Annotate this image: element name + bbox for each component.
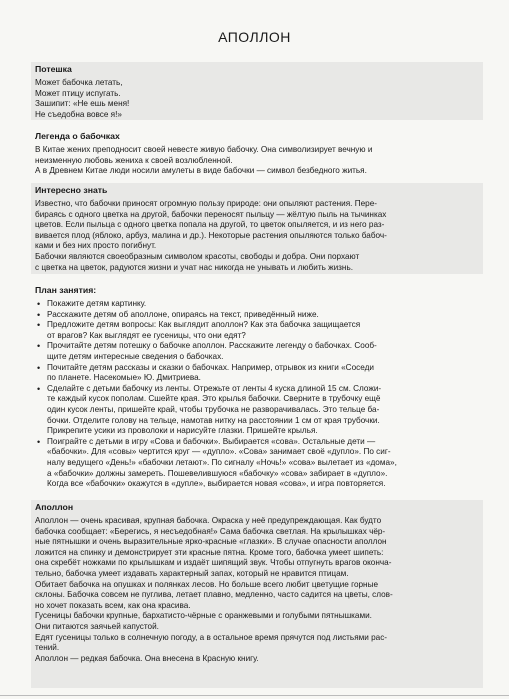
plan-line: Прочитайте детям потешку о бабочке аполлон. Расскажите легенду о бабочках. Сооб- bbox=[47, 341, 377, 351]
legend-section bbox=[31, 129, 483, 177]
apollo-line: Они питаются заячьей капустой. bbox=[35, 621, 159, 631]
plan-bullet bbox=[35, 320, 479, 341]
plan-section bbox=[31, 283, 483, 491]
plan-line: по планете. Насекомые» Ю. Дмитриева. bbox=[47, 373, 201, 383]
interesting-line: бираясь с одного цветка на другой, бабочки переносят пыльцу — жёлтую пыль на тычинках bbox=[35, 209, 387, 219]
apollo-line: она скребёт ножками по крылышкам и издаёт шипящий звук. Чтобы отпугнуть врагов оконча- bbox=[35, 558, 392, 568]
plan-bullet bbox=[35, 363, 479, 384]
interesting-line: с цветка на цветок, радуются жизни и учат нас никогда не унывать и любить жизнь. bbox=[35, 262, 353, 272]
apollo-section bbox=[31, 500, 483, 688]
apollo-line: но хочет показать всем, как она красива. bbox=[35, 600, 191, 610]
bullet-icon: • bbox=[37, 309, 41, 320]
page-bottom-rule bbox=[0, 695, 509, 696]
bullet-icon: • bbox=[37, 320, 41, 331]
plan-line: Когда все «бабочки» окажутся в «дупле», выбирается новая «сова», и игра повторяется. bbox=[47, 479, 386, 489]
interesting-line: вивается плод (яблоко, арбуз, малина и др.). Некоторые растения опыляются только бабоч- bbox=[35, 230, 387, 240]
page-title: АПОЛЛОН bbox=[218, 29, 291, 45]
apollo-line: Обитает бабочка на опушках и полянках лесов. Но больше всего любит цветущие горные bbox=[35, 579, 379, 589]
plan-line: щите детям интересные сведения о бабочках. bbox=[47, 351, 224, 361]
apollo-line: ные пятнышки и очень выразительные ярко-красные «глазки». В случае опасности аполлон bbox=[35, 537, 387, 547]
plan-heading: План занятия: bbox=[35, 285, 97, 295]
legend-line: А в Древнем Китае люди носили амулеты в виде бабочки — символ безбедного житья. bbox=[35, 166, 367, 176]
poteshka-section bbox=[31, 62, 483, 120]
plan-line: а «бабочки» должны замереть. Пошевелившуюся «бабочку» «сова» забирает в «дупло». bbox=[47, 468, 388, 478]
plan-bullet bbox=[35, 299, 479, 310]
plan-line: «бабочки». Для «совы» чертится круг — «дупло». «Сова» занимает своё «дупло». По сиг- bbox=[47, 447, 391, 457]
legend-heading: Легенда о бабочках bbox=[35, 131, 120, 141]
plan-line: Прикрепите усики из проволоки и нарисуйте глазки. Пришейте крылья. bbox=[47, 426, 318, 436]
plan-line: налу ведущего «День!» «бабочки летают». По сигналу «Ночь!» «сова» вылетает из «дома», bbox=[47, 457, 397, 467]
interesting-line: цветов. Если пыльца с одного цветка попала на другой, то цветок опыляется, и из него раз- bbox=[35, 220, 385, 230]
poteshka-line: Не съедобна вовсе я!» bbox=[35, 109, 122, 119]
poteshka-line: Зашипит: «Не ешь меня! bbox=[35, 99, 130, 109]
interesting-line: ками и без них просто погибнут. bbox=[35, 241, 157, 251]
interesting-heading: Интересно знать bbox=[35, 185, 108, 195]
interesting-line: Известно, что бабочки приносят огромную пользу природе: они опыляют растения. Пере- bbox=[35, 199, 377, 208]
plan-bullet bbox=[35, 437, 479, 490]
plan-line: Покажите детям картинку. bbox=[47, 299, 147, 308]
bullet-icon: • bbox=[37, 362, 41, 373]
poteshka-line: Может бабочка летать, bbox=[35, 78, 123, 87]
poteshka-line: Может птицу испугать. bbox=[35, 88, 121, 98]
interesting-section bbox=[31, 183, 483, 274]
plan-line: те каждый кусок пополам. Сшейте края. Это крылья бабочки. Сверните в трубочку ещё bbox=[47, 394, 381, 404]
plan-line: от врагов? Как выглядят ее гусеницы, что они едят? bbox=[47, 330, 246, 340]
plan-line: Поиграйте с детьми в игру «Сова и бабочки». Выбирается «сова». Остальные дети — bbox=[47, 436, 376, 446]
apollo-heading: Аполлон bbox=[35, 502, 74, 512]
legend-line: В Китае жених преподносит своей невесте живую бабочку. Она символизирует вечную и bbox=[35, 145, 373, 154]
apollo-line: склоны. Бабочка совсем не пуглива, летает плавно, медленно, часто садится на цветы, слов- bbox=[35, 590, 393, 600]
apollo-line: ложится на спинку и демонстрирует эти красные пятна. Кроме того, бабочка умеет шипеть: bbox=[35, 547, 384, 557]
apollo-line: тений. bbox=[35, 643, 60, 653]
interesting-line: Бабочки являются своеобразным символом красоты, свободы и добра. Они порхают bbox=[35, 251, 360, 261]
plan-line: Предложите детям вопросы: Как выглядит аполлон? Как эта бабочка защищается bbox=[47, 320, 361, 330]
plan-bullet bbox=[35, 341, 479, 362]
bullet-icon: • bbox=[37, 341, 41, 352]
apollo-line: Едят гусеницы только в солнечную погоду, а в остальное время прячутся под листьями рас- bbox=[35, 632, 388, 642]
bullet-icon: • bbox=[37, 383, 41, 394]
plan-bullet bbox=[35, 310, 479, 321]
apollo-line: Аполлон — редкая бабочка. Она внесена в Красную книгу. bbox=[35, 653, 259, 663]
plan-line: бочки. Отделите голову на тельце, намотав нитку на расстоянии 1 см от края трубочки. bbox=[47, 415, 380, 425]
apollo-line: тельно, бабочка умеет издавать характерный запах, который не нравится птицам. bbox=[35, 568, 349, 578]
bullet-icon: • bbox=[37, 436, 41, 447]
bullet-icon: • bbox=[37, 299, 41, 309]
plan-bullet bbox=[35, 384, 479, 437]
plan-line: Почитайте детям рассказы и сказки о бабочках. Например, отрывок из книги «Соседи bbox=[47, 362, 374, 372]
plan-line: Сделайте с детьми бабочку из ленты. Отрежьте от ленты 4 куска длиной 15 см. Сложи- bbox=[47, 383, 382, 393]
plan-line: один кусок ленты, пришейте край, чтобы трубочка не разворачивалась. Это тельце ба- bbox=[47, 404, 380, 414]
apollo-line: бабочка сообщает: «Берегись, я несъедобная!» Сама бабочка светлая. На крылышках чёр- bbox=[35, 526, 386, 536]
apollo-line: Гусеницы бабочки крупные, бархатисто-чёрные с оранжевыми и голубыми пятнышками. bbox=[35, 611, 372, 621]
legend-line: неизменную любовь жениха к своей возлюбленной. bbox=[35, 155, 233, 165]
apollo-line: Аполлон — очень красивая, крупная бабочка. Окраска у неё предупреждающая. Как будто bbox=[35, 516, 382, 525]
plan-line: Расскажите детям об аполлоне, опираясь на текст, приведённый ниже. bbox=[47, 309, 319, 319]
poteshka-heading: Потешка bbox=[35, 64, 72, 74]
